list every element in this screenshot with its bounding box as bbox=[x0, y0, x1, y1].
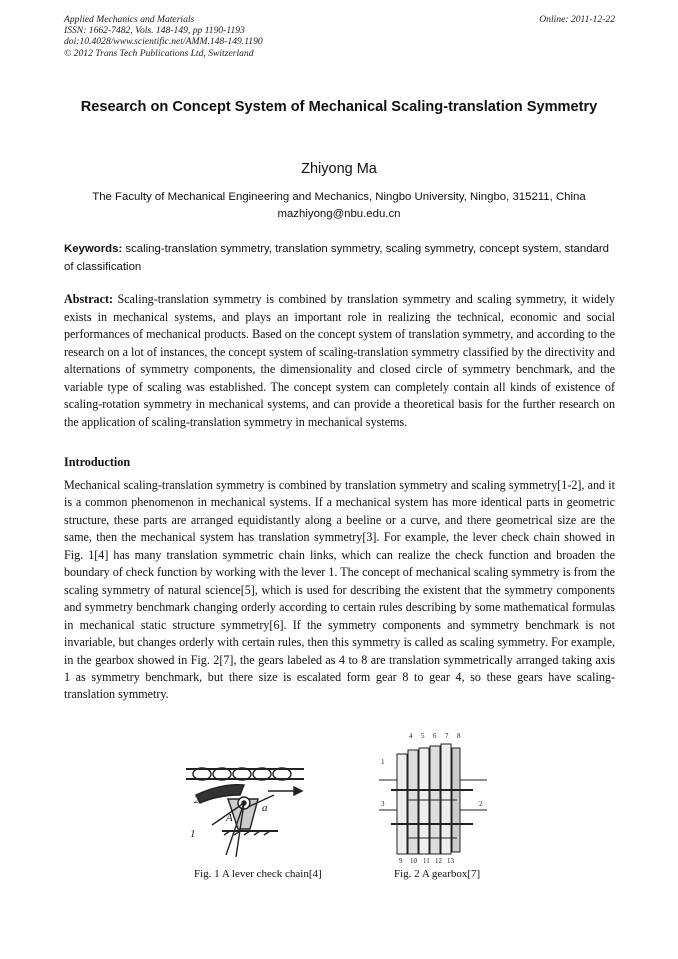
author-name: Zhiyong Ma bbox=[301, 161, 377, 177]
fig2-label-13: 13 bbox=[447, 857, 454, 865]
fig2-label-4: 4 bbox=[409, 732, 413, 740]
fig2-label-12: 12 bbox=[435, 857, 442, 865]
keywords-text: scaling-translation symmetry, translation symmetry, scaling symmetry, concept system, standard of classification bbox=[64, 243, 610, 273]
fig2-label-2: 2 bbox=[479, 800, 483, 808]
introduction-text: Mechanical scaling-translation symmetry is combined by translation symmetry and scaling symmetry[1-2], and it is a common phenomenon in mechanical systems. If a mechanical system has more identical parts in geometric structure, these parts are arranged equidistantly along a beeline or a curve, and there geometrical size are the same, then the mechanical system has translation symmetry[3]. For example, the lever check chain showed in Fig. 1[4] has many translation symmetric chain links, which can realize the check function and broaden the boundary of check function by working with the lever 1. The concept of mechanical scaling symmetry is from the scaling symmetry of natural science[5], which is used for describing the existent that the symmetry components and symmetry benchmark changing orderly according to certain rules describing by some mathematical formulas in mechanical static structure symmetry[6]. If the symmetry components and symmetry benchmark is not invariable, but changes orderly with certain rules, then this symmetry is called as scaling symmetry. For example, in the gearbox showed in Fig. 2[7], the gears labeled as 4 to 8 are translation symmetrically arranged taking axis 1 as symmetry benchmark, but there size is escalated form gear 8 to gear 4, so these gears have scaling-translation symmetry. bbox=[64, 478, 615, 702]
fig2-label-1: 1 bbox=[381, 758, 385, 766]
doi-line: doi:10.4028/www.scientific.net/AMM.148-149.1190 bbox=[64, 36, 263, 48]
fig2-label-6: 6 bbox=[433, 732, 437, 740]
fig2-label-10: 10 bbox=[410, 857, 417, 865]
figure-1-caption: Fig. 1 A lever check chain[4] bbox=[194, 868, 322, 880]
affiliation-block bbox=[55, 189, 623, 223]
paper-title: Research on Concept System of Mechanical Scaling-translation Symmetry bbox=[80, 99, 598, 115]
online-date: Online: 2011-12-22 bbox=[539, 14, 615, 25]
fig2-label-9: 9 bbox=[399, 857, 403, 865]
keywords-label: Keywords: bbox=[64, 243, 123, 255]
issn-line: ISSN: 1662-7482, Vols. 148-149, pp 1190-1193 bbox=[64, 25, 245, 37]
fig2-label-5: 5 bbox=[421, 732, 425, 740]
copyright-line: © 2012 Trans Tech Publications Ltd, Switzerland bbox=[64, 47, 254, 59]
fig1-label-a: a bbox=[262, 802, 268, 814]
fig2-label-8: 8 bbox=[457, 732, 461, 740]
introduction-heading: Introduction bbox=[64, 455, 131, 469]
fig2-label-7: 7 bbox=[445, 732, 449, 740]
abstract-block bbox=[64, 291, 615, 431]
fig2-label-3: 3 bbox=[381, 800, 385, 808]
fig1-label-2: 2 bbox=[194, 794, 200, 806]
author-email: mazhiyong@nbu.edu.cn bbox=[277, 208, 401, 220]
journal-header bbox=[64, 14, 615, 59]
fig1-label-A: A bbox=[226, 812, 233, 824]
fig2-label-11: 11 bbox=[423, 857, 430, 865]
keywords-block bbox=[64, 240, 615, 276]
fig1-label-1: 1 bbox=[190, 828, 196, 840]
figure-1-lever-check-chain bbox=[182, 755, 308, 865]
abstract-label: Abstract: bbox=[64, 292, 114, 306]
affiliation: The Faculty of Mechanical Engineering and Mechanics, Ningbo University, Ningbo, 315211, China bbox=[92, 191, 586, 203]
journal-name: Applied Mechanics and Materials bbox=[64, 14, 195, 25]
abstract-text: Scaling-translation symmetry is combined by translation symmetry and scaling symmetry, it widely exists in mechanical systems, and plays an important role in realizing the technical, economic and social performances of mechanical products. Based on the concept system of translation symmetry, and according to the research on a lot of instances, the concept system of scaling-translation symmetry classified by the directivity and alternations of symmetry components, the dimensionality and closed circle of symmetry benchmark, and the variable type of scaling was established. The concept system can completely contain all kinds of existence of scaling-rotation symmetry in mechanical systems, and can provide a theoretical basis for the further research on the application of scaling-translation symmetry in mechanical systems. bbox=[64, 292, 615, 429]
figure-2-caption: Fig. 2 A gearbox[7] bbox=[394, 868, 481, 880]
figure-2-gearbox bbox=[377, 730, 489, 868]
